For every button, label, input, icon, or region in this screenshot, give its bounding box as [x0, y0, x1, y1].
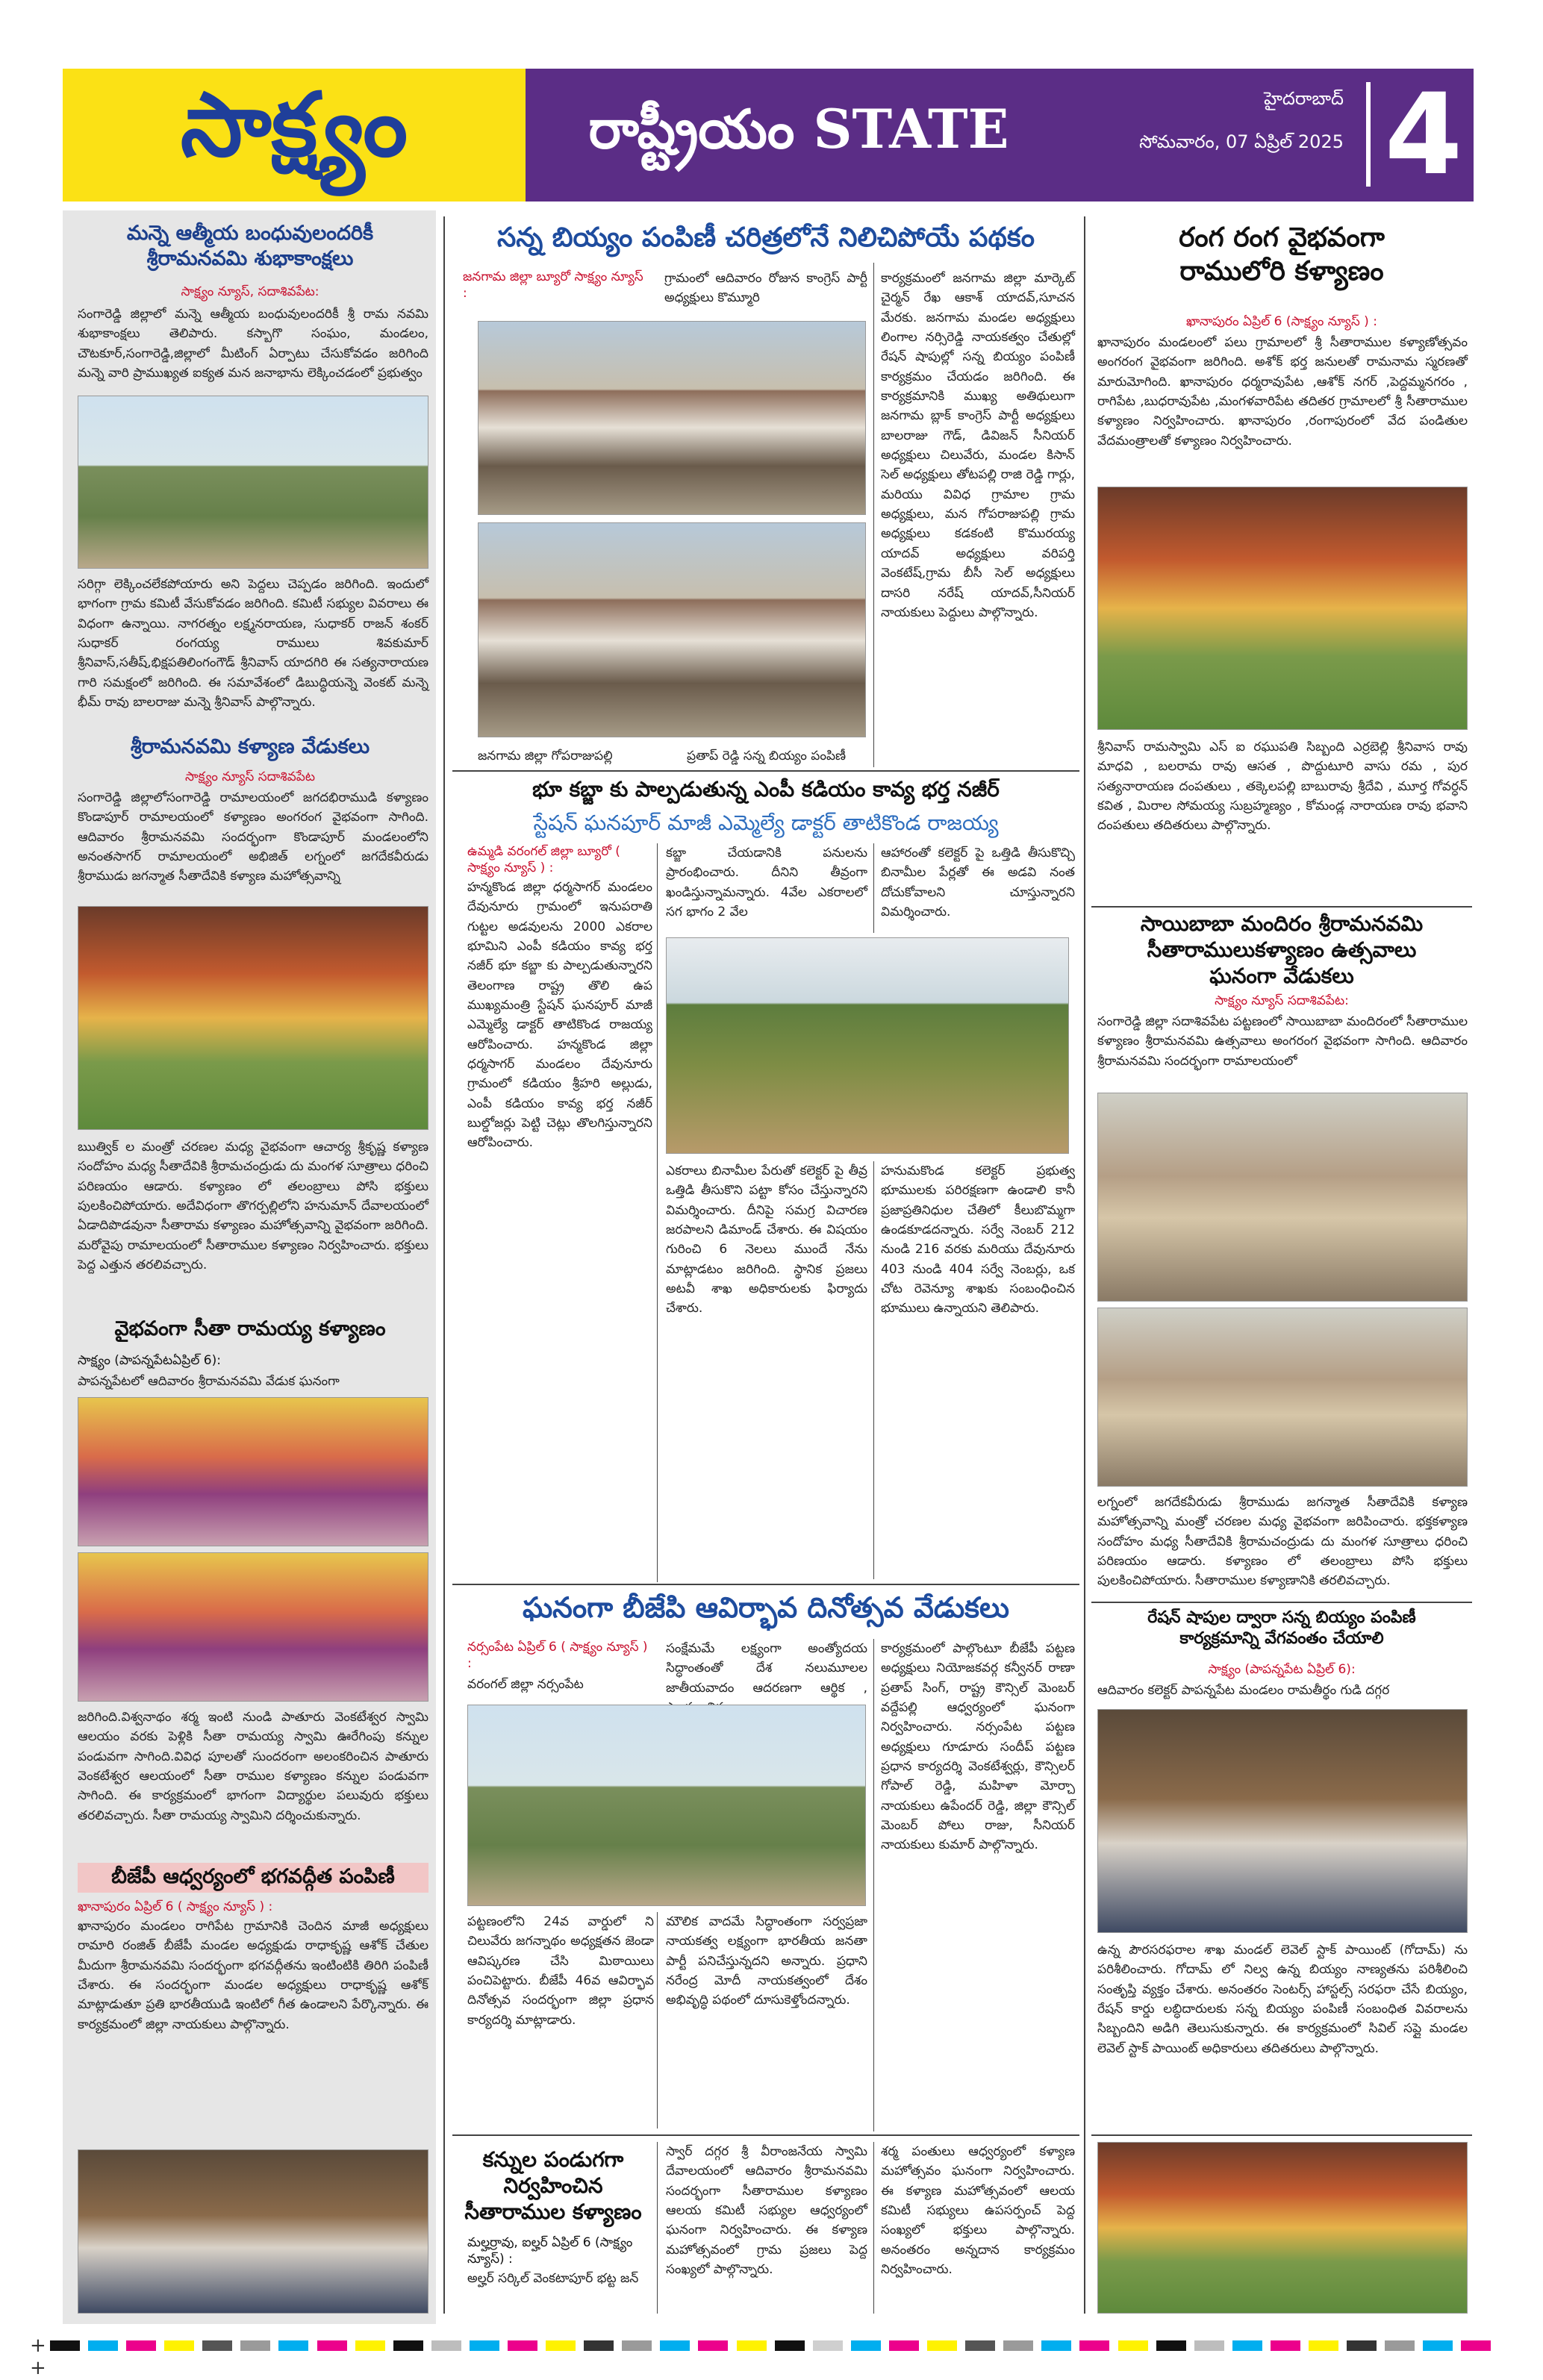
color-swatch: [1385, 2340, 1415, 2351]
color-swatch: [1309, 2340, 1338, 2351]
story-photo: [1097, 1093, 1468, 1302]
story-headline: వైభవంగా సీతా రామయ్య కళ్యాణం: [114, 1317, 386, 1340]
story-dateline: సాక్ష్యం (పాపన్నపేట ఏప్రిల్ 6):: [1208, 1662, 1356, 1677]
story-headline: కన్నుల పండుగగా నిర్వహించిన సీతారాముల కళ్యాణం: [464, 2147, 642, 2224]
story-body: శ్రీనివాస్ రామస్వామి ఎస్ ఐ రఘుపతి సిబ్బంది ఎర్రబెల్లి శ్రీనివాస రావు మాధవి , బలరామ రావు ఆసత , పొద్దుటూరి వాసు రమ , పుర సత్యనారాయణ దంపతులు , తక్కెలపల్లి బాబురావు శ్రీదేవి , మూర్త గోవర్ధన్ కవిత , మిరాల సోమయ్య సుబ్రహ్మణ్యం , కోమండ్ల నారాయణ రావు భవాని దంపతులు తదితరులు పాల్గొన్నారు.: [1097, 740, 1468, 834]
color-swatch: [470, 2340, 499, 2351]
section-title: రాష్ట్రీయం STATE: [588, 96, 1009, 160]
story-body: ఆదివారం కలెక్టర్ పాపన్నపేట మండలం రామతీర్థం గుడి దగ్గర: [1097, 1683, 1390, 1698]
newspaper-logo: సాక్ష్యం: [180, 72, 408, 176]
color-swatch: [813, 2340, 843, 2351]
photo-caption: జనగామ జిల్లా గోపరాజుపల్లి: [478, 749, 613, 763]
print-registration-strip: [30, 2334, 1513, 2379]
column-divider: [873, 263, 874, 767]
story-headline: సాయిబాబా మందిరం శ్రీరామనవమి సీతారాములుకళ్యాణం ఉత్సవాలు ఘనంగా వేడుకలు: [1140, 911, 1424, 988]
color-swatch: [660, 2340, 690, 2351]
story-body: ఖానాపురం మండలంలో పలు గ్రామాలలో శ్రీ సీతారాముల కళ్యాణోత్సవం అంగరంగ వైభవంగా జరిగింది. అశోక్ భర్త జనులతో రామనామ స్మరణతో మారుమోగింది. ఖానాపురం ధర్మరావుపేట ,ఆశోక్ నగర్ ,పెద్దమ్మనగరం , రాగిపేట ,బుధరావుపేట ,మంగళవారిపేట తదితర గ్రామాలలో శ్రీ సీతారాముల కళ్యాణం నిర్వహించారు. ఖానాపురం ,రంగాపురంలో వేద పండితుల వేదమంత్రాలతో కళ్యాణం నిర్వహించారు.: [1097, 335, 1468, 449]
column-divider: [657, 1912, 658, 2128]
story-body: సంగారెడ్డి జిల్లాలోసంగారెడ్డి రామాలయంలో జగదభిరాముడి కళ్యాణం కొండాపూర్ రామాలయంలో కళ్యాణం అంగరంగ వైభవంగా సాగింది. ఆదివారం శ్రీరామనవమి సందర్భంగా కొండాపూర్ మండలంలోని అనంతసాగర్ రామాలయంలో అభిజిత్ లగ్నంలో జగదేకవీరుడు శ్రీరాముడు జగన్మాత సీతాదేవికి కళ్యాణ మహోత్సవాన్ని: [78, 790, 428, 884]
story-photo: [1097, 1709, 1468, 1933]
color-swatch: [431, 2340, 461, 2351]
color-swatch: [317, 2340, 347, 2351]
story-photo: [478, 321, 866, 515]
story-body: ఉన్న పౌరసరఫరాల శాఖ మండల్ లెవెల్ స్టాక్ పాయింట్ (గోదామ్) ను పరిశీలించారు. గోదామ్ లో నిల్వ ఉన్న బియ్యం నాణ్యతను పరిశీలించి సంతృప్తి వ్యక్తం చేశారు. అనంతరం సెంటర్స్ హాస్టల్స్ సరఫరా చేసే బియ్యం, రేషన్ కార్డు లబ్ధిదారులకు సన్న బియ్యం పంపిణీ సంబంధిత వివరాలను సిబ్బందిని అడిగి తెలుసుకున్నారు. ఈ కార్యక్రమంలో సివిల్ సప్లై మండల లెవెల్ స్టాక్ పాయింట్ అధికారులు తదితరులు పాల్గొన్నారు.: [1097, 1943, 1468, 2056]
story-photo: [666, 937, 1069, 1154]
story-body: జరిగింది.విశ్వనాథం శర్మ ఇంటి నుండి పాతూరు వెంకటేశ్వర స్వామి ఆలయం వరకు పెళ్లికి సీతా రామయ్య స్వామి ఊరేగింపు కన్నుల పండువగా సాగింది.వివిధ పూలతో సుందరంగా అలంకరించిన పాతూరు వెంకటేశ్వర ఆలయంలో సీతా రాముల కళ్యాణం కన్నుల పండువగా సాగింది. ఈ కార్యక్రమంలో భాగంగా విద్యార్థుల పలువురు భక్తులు తరలివచ్చారు. సీతా రామయ్య స్వామిని దర్శించుకున్నారు.: [78, 1710, 428, 1823]
story-body: శర్మ పంతులు ఆధ్వర్యంలో కళ్యాణ మహోత్సవం ఘనంగా నిర్వహించారు. ఈ కళ్యాణ మహోత్సవంలో ఆలయ కమిటీ సభ్యులు ఉపసర్పంచ్ పెద్ద సంఖ్యలో భక్తులు పాల్గొన్నారు. అనంతరం అన్నదాన కార్యక్రమం నిర్వహించారు.: [881, 2144, 1075, 2278]
story-dateline: సాక్ష్యం (పాపన్నపేటఏప్రిల్ 6):: [78, 1353, 221, 1368]
story-body: పట్టణంలోని 24వ వార్డులో ని చిలువేరు జగన్నాథం అధ్యక్షతన జెండా ఆవిష్కరణ చేసి మిఠాయిలు పంచిపెట్టారు. బీజేపీ 46వ ఆవిర్భావ దినోత్సవ సందర్భంగా జిల్లా ప్రధాన కార్యదర్శి మాట్లాడారు.: [467, 1914, 654, 2028]
story-subheadline: స్టేషన్ ఘనపూర్ మాజీ ఎమ్మెల్యే డాక్టర్ తాటికొండ రాజయ్య: [533, 810, 999, 835]
color-swatch: [1347, 2340, 1377, 2351]
story-photo: [1097, 2142, 1468, 2314]
story-body: కబ్జా చేయడానికి పనులను ప్రారంభించారు. దీనిని తీవ్రంగా ఖండిస్తున్నామన్నారు. 4వేల ఎకరాలలో సగ భాగం 2 వేల: [666, 846, 867, 920]
story-dateline: ఖానాపురం ఏప్రిల్ 6 (సాక్ష్యం న్యూస్ ) :: [1186, 314, 1377, 329]
color-swatch: [1156, 2340, 1186, 2351]
registration-mark-icon: +: [30, 2334, 46, 2357]
page-number-divider: [1366, 82, 1371, 187]
story-photo: [478, 522, 866, 737]
column-divider: [657, 843, 658, 1582]
story-body: లగ్నంలో జగదేకవీరుడు శ్రీరాముడు జగన్మాత సీతాదేవికి కళ్యాణ మహోత్సవాన్ని మంత్రో చరణల మధ్య వైభవంగా జరిపించారు. భక్తకళ్యాణ సందోహం మధ్య సీతాదేవికి శ్రీరామచంద్రుడు దు మంగళ సూత్రాలు ధరించి పరిణయం ఆడారు. కళ్యాణం లో తలంబ్రాలు పోసి భక్తులు పులకించిపోయారు. సీతారాముల కళ్యాణానికి తరలివచ్చారు.: [1097, 1495, 1468, 1589]
color-swatch: [851, 2340, 881, 2351]
color-swatch: [622, 2340, 652, 2351]
registration-mark-icon: +: [30, 2357, 46, 2379]
color-swatch: [278, 2340, 308, 2351]
story-body: పాపన్నపేటలో ఆదివారం శ్రీరామనవమి వేడుక ఘనంగా: [78, 1374, 340, 1389]
column-divider: [1084, 216, 1085, 2314]
color-swatch: [355, 2340, 385, 2351]
story-dateline: నర్సంపేట ఏప్రిల్ 6 ( సాక్ష్యం న్యూస్ ) :: [467, 1640, 648, 1672]
story-divider: [452, 2134, 1079, 2136]
color-swatch: [775, 2340, 805, 2351]
color-swatch: [1003, 2340, 1033, 2351]
story-photo: [467, 1705, 866, 1906]
color-swatch: [584, 2340, 614, 2351]
color-swatch: [698, 2340, 728, 2351]
story-body: సంక్షేమమే లక్ష్యంగా అంత్యోదయ సిద్ధాంతంతో దేశ నలుమూలల జాతీయవాదం ఆదరణగా ఆర్థిక ,: [666, 1641, 867, 1696]
color-swatch: [1079, 2340, 1109, 2351]
color-swatch: [508, 2340, 537, 2351]
story-photo: [1097, 487, 1468, 730]
story-divider: [1091, 2134, 1472, 2136]
story-body: మౌలిక వాదమే సిద్ధాంతంగా సర్వప్రజా నాయకత్వ లక్ష్యంగా భారతీయ జనతా పార్టీ పనిచేస్తున్నదని అన్నారు. ప్రధాని నరేంద్ర మోదీ నాయకత్వంలో దేశం అభివృద్ధి పథంలో దూసుకెళ్తోందన్నారు.: [666, 1914, 867, 2008]
color-swatch: [164, 2340, 194, 2351]
column-divider: [657, 2142, 658, 2314]
edition-city: హైదరాబాద్: [1264, 88, 1344, 109]
color-swatch: [393, 2340, 423, 2351]
story-photo: [1097, 1308, 1468, 1487]
story-body: హన్మకొండ జిల్లా ధర్మసాగర్ మండలం దేవునూరు గ్రామంలో ఇనుపరాతి గుట్టల అడవులను 2000 ఎకరాల భూమిని ఎంపీ కడియం కావ్య భర్త నజీర్ భూ కబ్జా కు పాల్పడుతున్నారని తెలంగాణ రాష్ట్ర తొలి ఉప ముఖ్యమంత్రి స్టేషన్ ఘనపూర్ మాజీ ఎమ్మెల్యే డాక్టర్ తాటికొండ రాజయ్య ఆరోపించారు. హన్మకొండ జిల్లా ధర్మసాగర్ మండలం దేవునూరు గ్రామంలో కడియం శ్రీహరి అల్లుడు, ఎంపీ కడియం కావ్య భర్త నజీర్ బుల్డోజర్లు పెట్టి చెట్లు తొలగిస్తున్నారని ఆరోపించారు.: [467, 880, 652, 1151]
story-body: ఎకరాలు బినామీల పేరుతో కలెక్టర్ పై తీవ్ర ఒత్తిడి తీసుకొని పట్టా కోసం చేస్తున్నారని విమర్శించారు. దీనిపై సమగ్ర విచారణ జరపాలని డిమాండ్ చేశారు. ఈ విషయం గురించి 6 నెలలు ముందే నేను మాట్లాడటం జరిగింది. స్థానిక ప్రజలు అటవీ శాఖ అధికారులకు ఫిర్యాదు చేశారు.: [666, 1164, 867, 1317]
color-swatch: [1271, 2340, 1300, 2351]
color-swatch: [965, 2340, 995, 2351]
color-swatch: [1041, 2340, 1071, 2351]
story-body: అల్హర్ సర్కిల్ వెంకటాపూర్ భట్ట జన్: [467, 2271, 639, 2286]
story-body: కార్యక్రమంలో పాల్గొంటూ బీజేపీ పట్టణ అధ్యక్షులు నియోజకవర్గ కన్వీనర్ రాణా ప్రతాప్ సింగ్, రాష్ట్ర కౌన్సిల్ మెంబర్ వద్దేపల్లి ఆధ్వర్యంలో ఘనంగా నిర్వహించారు. నర్సంపేట పట్టణ అధ్యక్షులు గూడూరు సందీప్ పట్టణ ప్రధాన కార్యదర్శి వెంకటేశ్వర్లు, కౌన్సిలర్ గోపాల్ రెడ్డి, మహిళా మోర్చా నాయకులు ఉపేందర్ రెడ్డి, జిల్లా కౌన్సిల్ మెంబర్ పోలు రాజు, సీనియర్ నాయకులు కుమార్ పాల్గొన్నారు.: [881, 1641, 1075, 1853]
color-swatch: [1423, 2340, 1453, 2351]
story-dateline: జనగామ జిల్లా బ్యూరో సాక్ష్యం న్యూస్ :: [463, 269, 643, 302]
story-body: సరిగ్గా లెక్కించలేకపోయారు అని పెద్దలు చెప్పడం జరిగింది. ఇందులో భాగంగా గ్రామ కమిటీ వేసుకోవడం జరిగింది. కమిటీ సభ్యుల వివరాలు ఈ విధంగా ఉన్నాయి. నాగరత్నం లక్ష్మనరాయణ, సుధాకర్ రాజన్ శంకర్ సుధాకర్ రంగయ్య రాములు శివకుమార్ శ్రీనివాస్,సతీష్,భిక్షపతిలింగంగౌడ్ శ్రీనివాస్ యాదగిరి ఈ సత్యనారాయణ గారి సమక్షంలో జరిగింది. ఈ సమావేశంలో డిబుద్ధియన్నె వెంకట్ మన్నె భీమ్ రావు బాలరాజు మన్నె శ్రీనివాస్ పాల్గొన్నారు.: [78, 577, 428, 710]
story-headline: ఘనంగా బీజేపి ఆవిర్భావ దినోత్సవ వేడుకలు: [522, 1590, 1010, 1624]
story-headline: బీజేపీ ఆధ్వర్యంలో భగవద్గీత పంపిణీ: [111, 1865, 395, 1888]
page-number: 4: [1384, 70, 1463, 200]
story-photo: [78, 2149, 428, 2314]
story-dateline: సాక్ష్యం న్యూస్ సదాశివపేట:: [1215, 993, 1349, 1008]
color-swatch: [1118, 2340, 1148, 2351]
story-divider: [1091, 906, 1472, 908]
story-body: వరంగల్ జిల్లా నర్సంపేట: [467, 1677, 584, 1692]
story-divider: [452, 1584, 1079, 1585]
color-swatch: [240, 2340, 270, 2351]
edition-date: సోమవారం, 07 ఏప్రిల్ 2025: [1139, 131, 1344, 152]
story-photo: [78, 906, 428, 1130]
color-swatch: [1461, 2340, 1491, 2351]
story-body: హనుమకొండ కలెక్టర్ ప్రభుత్వ భూములకు పరిరక్షణగా ఉండాలి కానీ ప్రజాప్రతినిధుల చేతిలో కీలుబొమ్మగా ఉండకూడదన్నారు. సర్వే నెంబర్ 212 నుండి 216 వరకు మరియు దేవునూరు 403 నుండి 404 సర్వే నెంబర్లు, ఒక చోట రెవెన్యూ శాఖకు సంబంధించిన భూములు ఉన్నాయని తెలిపారు.: [881, 1164, 1075, 1317]
color-swatch: [1232, 2340, 1262, 2351]
color-swatch: [546, 2340, 576, 2351]
story-body: సంగారెడ్డి జిల్లా సదాశివపేట పట్టణంలో సాయిబాబా మందిరంలో సీతారాముల కళ్యాణం శ్రీరామనవమి ఉత్సవాలు అంగరంగ వైభవంగా సాగింది. ఆదివారం శ్రీరామనవమి సందర్భంగా రామాలయంలో: [1097, 1014, 1468, 1069]
color-swatch: [1194, 2340, 1224, 2351]
story-photo: [78, 396, 428, 569]
story-body: ఖానాపురం మండలం రాగిపేట గ్రామానికి చెందిన మాజీ అధ్యక్షులు రామారి రంజిత్ బీజేపీ మండల అధ్యక్షుడు రాధాకృష్ణ ఆశోక్ చేతుల మీదుగా శ్రీరామనవమి సందర్భంగా భగవద్గీతను ఇంటింటికి తిరిగి పంపిణీ చేశారు. ఈ సందర్భంగా మండల అధ్యక్షులు రాధాకృష్ణ ఆశోక్ మాట్లాడుతూ ప్రతి భారతీయుడి ఇంటిలో గీత ఉండాలని పేర్కొన్నారు. ఈ కార్యక్రమంలో జిల్లా నాయకులు పాల్గొన్నారు.: [78, 1919, 428, 2032]
story-headline: శ్రీరామనవమి కళ్యాణ వేడుకలు: [130, 735, 370, 758]
story-body: సంగారెడ్డి జిల్లాలో మన్నె ఆత్మీయ బంధువులందరికీ శ్రీ రామ నవమి శుభాకాంక్షలు తెలిపారు. కస్బాగొ సంఘం, మండలం, చౌటకూర్,సంగారెడ్డి,జిల్లాలో మీటింగ్ ఏర్పాటు చేసుకోవడం జరిగింది మన్నె వారి ప్రాముఖ్యత ఐక్యత మన జనాభాను లెక్కించడంలో ప్రభుత్వం: [78, 307, 428, 381]
story-headline: రంగ రంగ వైభవంగా రాములోరి కళ్యాణం: [1179, 222, 1385, 287]
photo-caption: ప్రతాప్ రెడ్డి సన్న బియ్యం పంపిణీ: [687, 749, 847, 763]
story-body: ఋత్విక్ ల మంత్రో చరణల మధ్య వైభవంగా ఆచార్య శ్రీకృష్ణ కళ్యాణ సందోహం మధ్య సీతాదేవికి శ్రీరామచంద్రుడు దు మంగళ సూత్రాలు ధరించి పరిణయం ఆడారు. కళ్యాణం లో తలంబ్రాలు పోసి భక్తులు పులకించిపోయారు. అదేవిధంగా తొగర్పల్లిలోని హనుమాన్ దేవాలయంలో ఏడాదిపొడవునా సీతారామ కళ్యాణం మహోత్సవాన్ని వైభవంగా జరిగింది. మరోవైపు రామాలయంలో సీతారాముల కళ్యాణం నిర్వహించారు. భక్తులు పెద్ద ఎత్తున తరలివచ్చారు.: [78, 1140, 428, 1273]
color-swatch: [889, 2340, 919, 2351]
column-divider: [873, 1161, 874, 1579]
story-divider: [452, 770, 1079, 772]
story-body: ఆహారంతో కలెక్టర్ పై ఒత్తిడి తీసుకొచ్చి బినామీల పేర్లతో ఈ అడవి నంత దోచుకోవాలని చూస్తున్నారని విమర్శించారు.: [881, 846, 1075, 920]
story-dateline: సాక్ష్యం న్యూస్, సదాశివపేట:: [181, 284, 319, 299]
color-swatch: [50, 2340, 80, 2351]
story-body: కార్యక్రమంలో జనగామ జిల్లా మార్కెట్ చైర్మన్ రేఖ ఆకాశ్ యాదవ్,సూచన మేరకు. జనగామ మండల అధ్యక్షులు లింగాల నర్సిరెడ్డి నాయకత్వం చేతుల్లో రేషన్ షాపుల్లో సన్న బియ్యం పంపిణీ కార్యక్రమం చేయడం జరిగింది. ఈ కార్యక్రమానికి ముఖ్య అతిథులుగా జనగామ బ్లాక్ కాంగ్రెస్ పార్టీ అధ్యక్షులు బాలరాజు గౌడ్, డివిజన్ సీనియర్ అధ్యక్షులు చిలువేరు, మండల కిసాన్ సెల్ అధ్యక్షులు తోటపల్లి రాజి రెడ్డి గార్లు, మరియు వివిధ గ్రామాల గ్రామ అధ్యక్షులు, మన గోపరాజుపల్లి గ్రామ అధ్యక్షులు కడకంటి కొమురయ్య యాదవ్ అధ్యక్షులు వరిపర్తి వెంకటేష్,గ్రామ బీసీ సెల్ అధ్యక్షులు దాసరి నరేష్ యాదవ్,సీనియర్ నాయకులు పెద్దులు పాల్గొన్నారు.: [881, 271, 1075, 620]
color-swatch: [927, 2340, 957, 2351]
column-divider: [873, 1639, 874, 2131]
column-divider: [873, 2142, 874, 2314]
story-headline: సన్న బియ్యం పంపిణీ చరిత్రలోనే నిలిచిపోయే పథకం: [497, 222, 1035, 253]
story-divider: [1091, 1602, 1472, 1603]
color-swatch: [737, 2340, 767, 2351]
story-body: స్వార్ దగ్గర శ్రీ వీరాంజనేయ స్వామి దేవాలయంలో ఆదివారం శ్రీరామనవమి సందర్భంగా సీతారాముల కళ్యాణం ఆలయ కమిటీ సభ్యుల ఆధ్వర్యంలో ఘనంగా నిర్వహించారు. ఈ కళ్యాణ మహోత్సవంలో గ్రామ ప్రజలు పెద్ద సంఖ్యలో పాల్గొన్నారు.: [666, 2144, 867, 2278]
color-swatch: [202, 2340, 232, 2351]
story-dateline: మల్హర్రావు, ఐల్హర్ ఏప్రిల్ 6 (సాక్ష్యం న్యూస్) :: [467, 2235, 633, 2267]
column-divider: [873, 843, 874, 933]
story-dateline: ఖానాపురం ఏప్రిల్ 6 ( సాక్ష్యం న్యూస్ ) :: [78, 1899, 273, 1914]
story-headline: భూ కబ్జా కు పాల్పడుతున్న ఎంపీ కడియం కావ్య భర్త నజీర్: [532, 777, 1000, 802]
story-photo: [78, 1397, 428, 1546]
column-divider: [443, 216, 445, 2314]
story-headline: రేషన్ షాపుల ద్వారా సన్న బియ్యం పంపిణీ కార్యక్రమాన్ని వేగవంతం చేయాలి: [1147, 1608, 1416, 1648]
story-dateline: సాక్ష్యం న్యూస్ సదాశివపేట: [185, 769, 315, 784]
color-swatch: [88, 2340, 118, 2351]
story-dateline: ఉమ్మడి వరంగల్ జిల్లా బ్యూరో ( సాక్ష్యం న్యూస్ ) :: [467, 844, 620, 876]
story-body: గ్రామంలో ఆదివారం రోజున కాంగ్రెస్ పార్టీ అధ్యక్షులు కొమ్మూరి: [664, 271, 867, 306]
story-photo: [78, 1552, 428, 1702]
color-swatch: [126, 2340, 156, 2351]
story-headline: మన్నె ఆత్మీయ బంధువులందరికీ శ్రీరామనవమి శుభాకాంక్షలు: [126, 222, 374, 270]
